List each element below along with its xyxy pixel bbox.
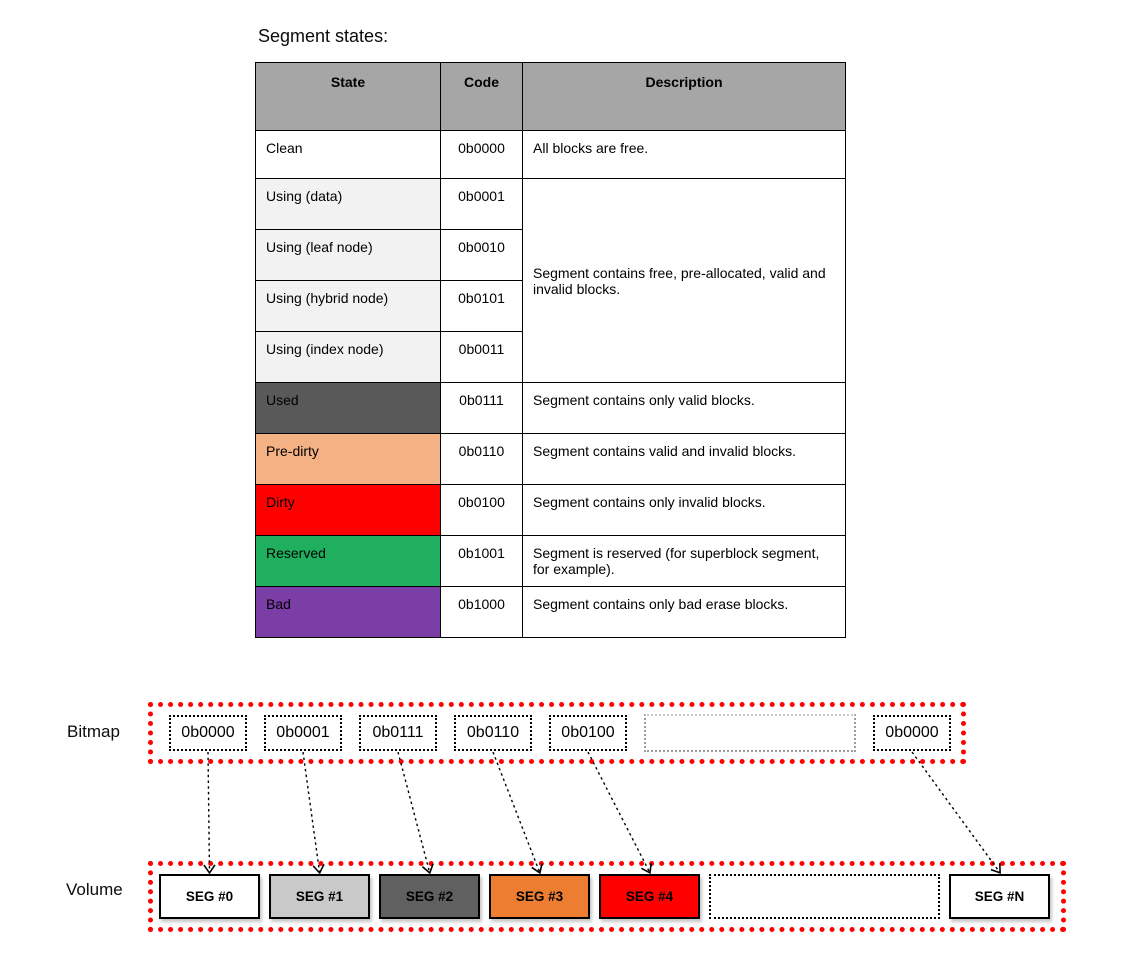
column-header-code: Code xyxy=(441,63,523,131)
segment-states-table xyxy=(255,62,846,638)
state-cell: Dirty xyxy=(256,485,441,536)
table-row xyxy=(256,434,846,485)
table-row xyxy=(256,179,846,230)
code-cell: 0b0100 xyxy=(441,485,523,536)
state-cell: Using (index node) xyxy=(256,332,441,383)
code-cell: 0b0110 xyxy=(441,434,523,485)
column-header-description: Description xyxy=(523,63,846,131)
volume-segment: SEG #3 xyxy=(489,874,590,919)
volume-segment: SEG #2 xyxy=(379,874,480,919)
state-cell: Bad xyxy=(256,587,441,638)
bitmap-cell: 0b0000 xyxy=(169,715,247,751)
volume-label: Volume xyxy=(66,880,123,899)
bitmap-to-segment-arrow xyxy=(912,752,1000,872)
state-cell: Pre-dirty xyxy=(256,434,441,485)
code-cell: 0b1001 xyxy=(441,536,523,587)
bitmap-cell-ellipsis xyxy=(644,714,856,752)
bitmap-cell: 0b0110 xyxy=(454,715,532,751)
volume-segment: SEG #1 xyxy=(269,874,370,919)
page-title: Segment states: xyxy=(258,26,389,46)
table-row xyxy=(256,485,846,536)
code-cell: 0b0101 xyxy=(441,281,523,332)
bitmap-cell: 0b0000 xyxy=(873,715,951,751)
volume-segment: SEG #N xyxy=(949,874,1050,919)
description-cell: Segment contains only valid blocks. xyxy=(523,383,846,434)
table-header-row xyxy=(256,63,846,131)
bitmap-to-segment-arrow xyxy=(303,752,320,872)
bitmap-cell: 0b0100 xyxy=(549,715,627,751)
volume-segment-ellipsis xyxy=(709,874,940,919)
description-cell: All blocks are free. xyxy=(523,131,846,179)
bitmap-to-segment-arrow xyxy=(588,752,650,872)
table-row xyxy=(256,131,846,179)
volume-segment: SEG #0 xyxy=(159,874,260,919)
state-cell: Using (leaf node) xyxy=(256,230,441,281)
state-cell: Using (hybrid node) xyxy=(256,281,441,332)
table-row xyxy=(256,383,846,434)
bitmap-container xyxy=(148,702,966,764)
code-cell: 0b0001 xyxy=(441,179,523,230)
description-cell: Segment contains only bad erase blocks. xyxy=(523,587,846,638)
description-cell: Segment contains only invalid blocks. xyxy=(523,485,846,536)
code-cell: 0b0010 xyxy=(441,230,523,281)
description-cell-merged: Segment contains free, pre-allocated, valid and invalid blocks. xyxy=(523,179,846,383)
state-cell: Reserved xyxy=(256,536,441,587)
state-cell: Using (data) xyxy=(256,179,441,230)
description-cell: Segment is reserved (for superblock segment, for example). xyxy=(523,536,846,587)
description-cell: Segment contains valid and invalid blocks. xyxy=(523,434,846,485)
bitmap-cell: 0b0111 xyxy=(359,715,437,751)
bitmap-to-segment-arrow xyxy=(208,752,210,872)
table-row xyxy=(256,587,846,638)
code-cell: 0b1000 xyxy=(441,587,523,638)
volume-segment: SEG #4 xyxy=(599,874,700,919)
bitmap-to-segment-arrow xyxy=(398,752,430,872)
volume-container xyxy=(148,861,1066,932)
bitmap-label: Bitmap xyxy=(67,722,120,741)
code-cell: 0b0000 xyxy=(441,131,523,179)
bitmap-to-segment-arrow xyxy=(493,752,540,872)
state-cell: Clean xyxy=(256,131,441,179)
bitmap-cell: 0b0001 xyxy=(264,715,342,751)
table-row xyxy=(256,536,846,587)
code-cell: 0b0011 xyxy=(441,332,523,383)
code-cell: 0b0111 xyxy=(441,383,523,434)
column-header-state: State xyxy=(256,63,441,131)
state-cell: Used xyxy=(256,383,441,434)
